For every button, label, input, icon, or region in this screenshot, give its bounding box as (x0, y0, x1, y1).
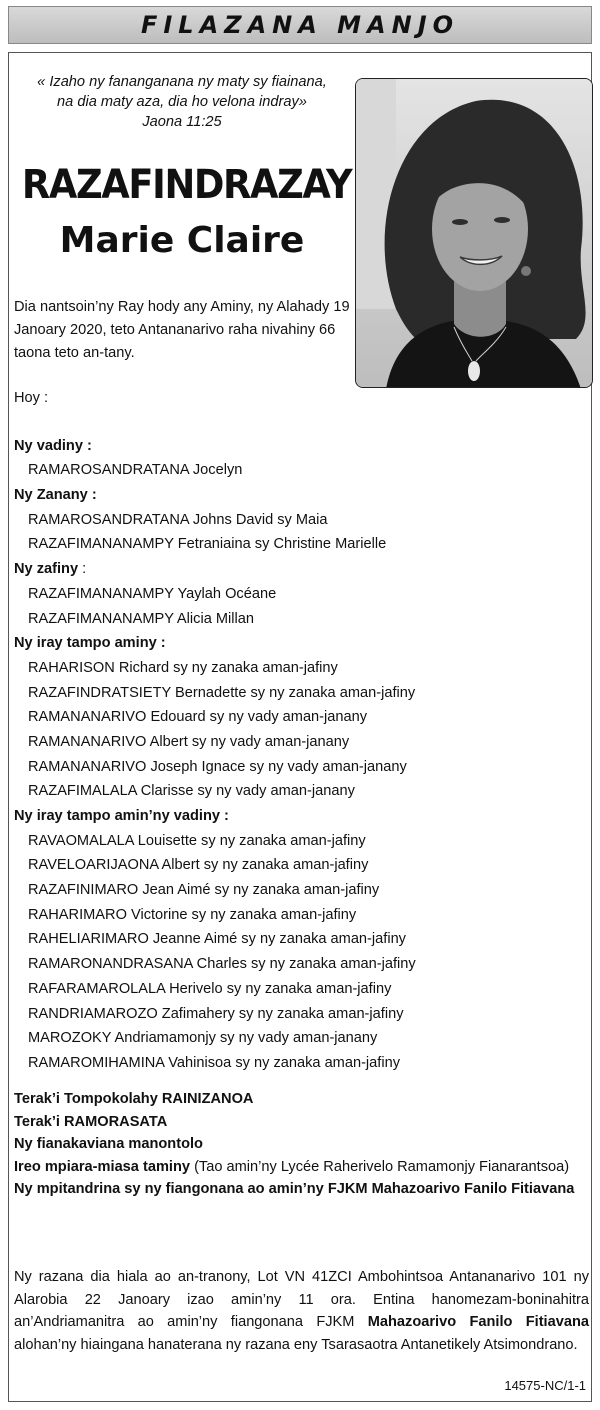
quote-line-1: « Izaho ny fananganana ny maty sy fiainana, (37, 74, 327, 90)
heading-iray-tampo-aminy: Ny iray tampo aminy : (14, 635, 166, 652)
list-item: RAMAROMIHAMINA Vahinisoa sy ny zanaka aman-jafiny (28, 1054, 401, 1071)
list-item: RAHARIMARO Victorine sy ny zanaka aman-jafiny (28, 906, 357, 923)
funeral-details-church: Mahazoarivo Fanilo Fitiavana (367, 1314, 589, 1330)
list-item: RANDRIAMAROZO Zafimahery sy ny zanaka aman-jafiny (28, 1005, 404, 1022)
list-item: RAHARISON Richard sy ny zanaka aman-jafiny (28, 659, 338, 676)
bible-quote (8, 72, 356, 132)
heading-zafiny-row (14, 557, 592, 582)
funeral-details (14, 1266, 589, 1356)
list-item: MAROZOKY Andriamamonjy sy ny vady aman-janany (28, 1030, 378, 1047)
death-announcement: Dia nantsoin’ny Ray hody any Aminy, ny Alahady 19 Janoary 2020, teto Antananarivo raha nivahiny 66 taona teto an-tany. (14, 299, 350, 361)
list-item: RAMAROSANDRATANA Jocelyn (28, 462, 243, 479)
list-item: RAZAFINIMARO Jean Aimé sy ny zanaka aman-jafiny (28, 882, 380, 899)
family-list (14, 386, 592, 1076)
mourner-line-4-bold: Ireo mpiara-miasa taminy (14, 1158, 191, 1175)
reference-number: 14575-NC/1-1 (504, 1378, 586, 1393)
heading-iray-tampo-vadiny: Ny iray tampo amin’ny vadiny : (14, 808, 229, 824)
list-item: RAMANANARIVO Albert sy ny vady aman-janany (28, 733, 350, 750)
funeral-details-part-2: alohan’ny hiaingana hanaterana ny razana eny Tsarasaotra Antanetikely Atsimondrano. (14, 1336, 578, 1353)
list-item: RAZAFIMANANAMPY Yaylah Océane (28, 585, 277, 602)
list-item: RAVAOMALALA Louisette sy ny zanaka aman-jafiny (28, 832, 366, 849)
list-item: RAVELOARIJAONA Albert sy ny zanaka aman-jafiny (28, 857, 369, 874)
list-item: RAHELIARIMARO Jeanne Aimé sy ny zanaka aman-jafiny (28, 931, 406, 948)
list-item: RAZAFIMALALA Clarisse sy ny vady aman-janany (28, 783, 355, 800)
heading-zafiny: Ny zafiny (14, 561, 79, 578)
funeral-details-part-1: Ny razana dia hiala ao an-tranony, Lot VN 41ZCI Ambohintsoa Antananarivo 101 ny Alarobia 22 Janoary izao amin’ny 11 ora. Entina hanomezam-boninahitra an’Andriamanitra ao amin’ny fiangonana FJKM (14, 1269, 589, 1330)
mourner-line-2: Terak’i RAMORASATA (14, 1113, 168, 1130)
heading-vadiny: Ny vadiny : (14, 437, 92, 454)
mourner-line-5: Ny mpitandrina sy ny fiangonana ao amin’ny FJKM Mahazoarivo Fanilo Fitiavana (14, 1181, 575, 1197)
deceased-last-name: RAZAFINDRAZAY (21, 162, 352, 208)
list-item: RAZAFIMANANAMPY Alicia Millan (28, 610, 254, 627)
mourner-line-4-rest: (Tao amin’ny Lycée Raherivelo Ramamonjy Fianarantsoa) (190, 1158, 570, 1175)
other-mourners (14, 1088, 589, 1201)
list-item: RAFARAMAROLALA Herivelo sy ny zanaka aman-jafiny (28, 980, 392, 997)
heading-zafiny-suffix: : (78, 561, 87, 578)
list-item: RAMANANARIVO Joseph Ignace sy ny vady aman-janany (28, 758, 407, 775)
mourner-line-3: Ny fianakaviana manontolo (14, 1136, 203, 1152)
quote-source: Jaona 11:25 (142, 114, 222, 130)
quote-line-2: na dia maty aza, dia ho velona indray» (57, 94, 307, 110)
header-banner (8, 6, 592, 44)
list-item: RAMANANARIVO Edouard sy ny vady aman-janany (28, 709, 368, 726)
list-item: RAMAROSANDRATANA Johns David sy Maia (28, 511, 328, 528)
mourner-line-4 (14, 1156, 589, 1179)
portrait-photo (355, 78, 593, 388)
portrait-illustration (356, 79, 593, 388)
mourner-line-1: Terak’i Tompokolahy RAINIZANOA (14, 1091, 254, 1107)
list-item: RAZAFIMANANAMPY Fetraniaina sy Christine Marielle (28, 536, 387, 553)
list-item: RAZAFINDRATSIETY Bernadette sy ny zanaka aman-jafiny (28, 684, 416, 701)
heading-zanany: Ny Zanany : (14, 487, 97, 504)
header-title: FILAZANA MANJO (140, 11, 460, 39)
hoy-label: Hoy : (14, 390, 49, 406)
deceased-first-name: Marie Claire (59, 220, 305, 261)
list-item: RAMARONANDRASANA Charles sy ny zanaka aman-jafiny (28, 956, 416, 973)
